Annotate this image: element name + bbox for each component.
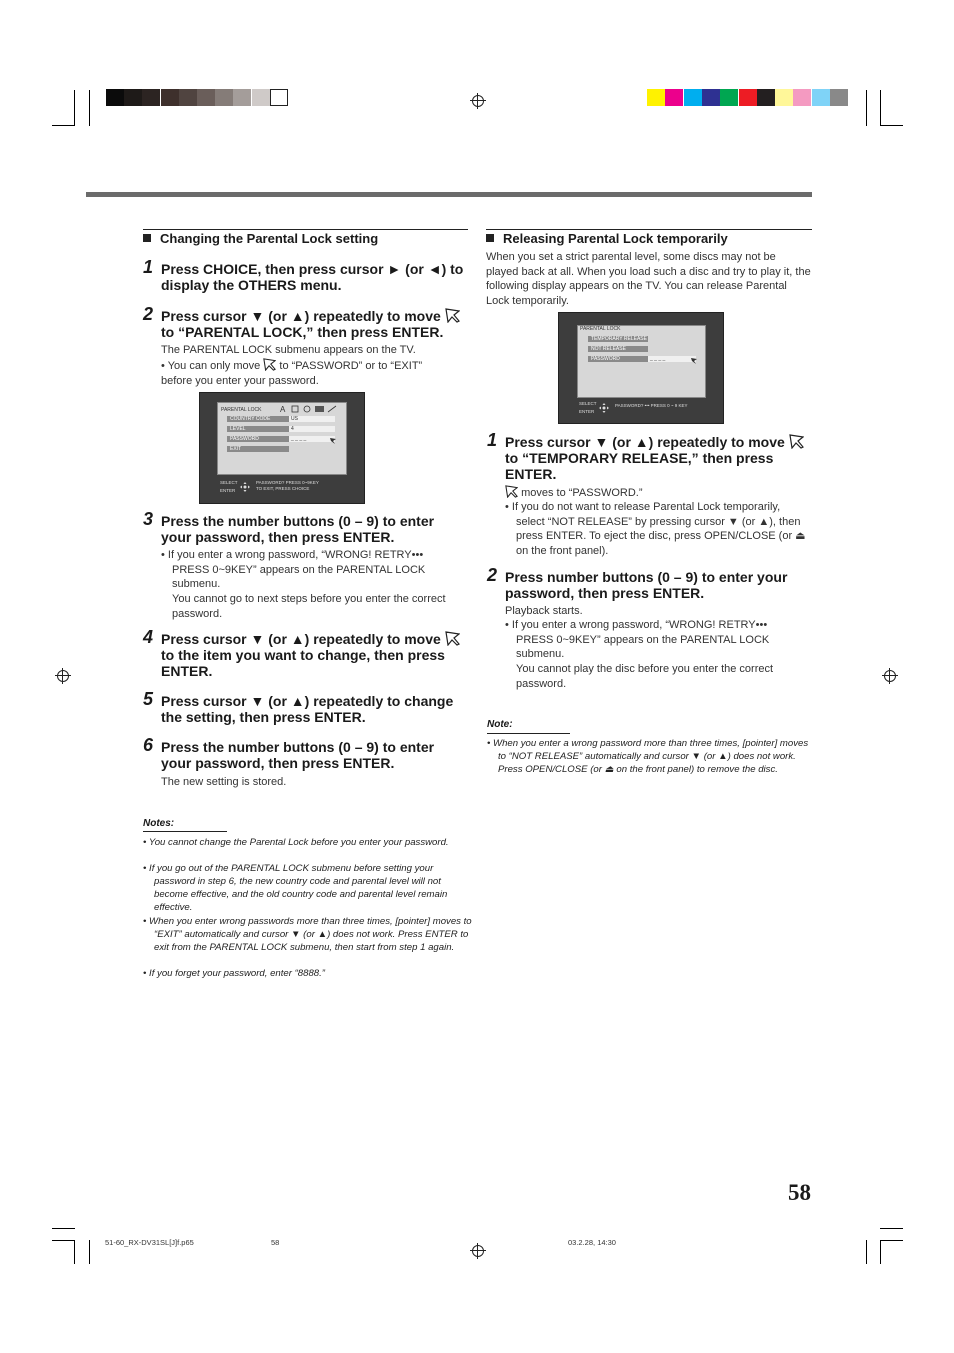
registration-mark-icon xyxy=(882,668,898,684)
screen-row: PASSWORD xyxy=(588,356,648,362)
enter-label: ENTER xyxy=(579,409,595,414)
screen-title: PARENTAL LOCK xyxy=(221,407,262,413)
joystick-icon xyxy=(240,482,250,492)
release-step-2-body: Playback starts. xyxy=(505,605,583,617)
crop-mark xyxy=(880,1240,881,1264)
releasing-intro: When you set a strict parental level, some discs may not be played back at all. When you load such a disc and try to play it, the following display appears on the TV. You can release Parental Lock temporarily. xyxy=(486,251,811,307)
screen-value: _ _ _ _ xyxy=(648,356,696,362)
enter-label: ENTER xyxy=(220,488,236,493)
select-label: SELECT xyxy=(579,401,597,406)
registration-mark-icon xyxy=(55,668,71,684)
gray-swatch xyxy=(252,89,270,106)
gray-swatch xyxy=(142,89,160,106)
screen-row: EXIT xyxy=(227,446,289,452)
screen-cursor-icon xyxy=(330,438,336,444)
parental-lock-screen xyxy=(199,392,365,504)
note-item: • When you enter wrong passwords more than three times, [pointer] moves to “EXIT” automatically and cursor ▼ (or ▲) does not work. Press ENTER to exit from the PARENTAL LOCK submenu, then start from step 1 again. xyxy=(143,916,472,953)
note-item: • If you go out of the PARENTAL LOCK submenu before setting your password in step 6, the new country code and parental level will not become effective, and the old country code and parental level remain effective. xyxy=(143,863,448,913)
step-5-text: Press cursor ▼ (or ▲) repeatedly to change the setting, then press ENTER. xyxy=(161,693,454,725)
step-2-body: The PARENTAL LOCK submenu appears on the TV. xyxy=(161,344,416,356)
step-6-text: Press the number buttons (0 – 9) to enter your password, then press ENTER. xyxy=(161,739,435,771)
notes-heading: Notes: xyxy=(143,818,175,829)
gray-swatch xyxy=(197,89,215,106)
page-number: 58 xyxy=(788,1180,811,1205)
screen-row: PASSWORD xyxy=(227,436,289,442)
temporary-release-screen xyxy=(558,312,724,424)
section-title-releasing: Releasing Parental Lock temporarily xyxy=(486,231,728,246)
color-swatch xyxy=(702,89,720,106)
square-bullet-icon xyxy=(486,234,494,242)
color-swatch xyxy=(793,89,811,106)
note-rule xyxy=(487,733,570,734)
step-number: 2 xyxy=(487,565,498,585)
pointer-icon xyxy=(445,308,460,323)
step-number: 6 xyxy=(143,735,154,755)
step-1-text: Press CHOICE, then press cursor ► (or ◄) to display the OTHERS menu. xyxy=(161,261,464,293)
screen-panel xyxy=(577,325,706,398)
crop-mark xyxy=(89,1240,90,1264)
crop-mark xyxy=(74,90,75,126)
footer-page: 58 xyxy=(271,1238,280,1247)
crop-mark xyxy=(89,90,90,126)
note-item: • When you enter a wrong password more than three times, [pointer] moves to “NOT RELEASE” automatically and cursor ▼ (or ▲) does not work. Press OPEN/CLOSE (or ⏏ on the front panel) to remove the disc. xyxy=(487,738,809,775)
screen-cursor-icon xyxy=(691,358,697,364)
step-number: 1 xyxy=(143,257,154,277)
crop-mark xyxy=(880,1240,903,1241)
screen-hint: TO EXIT, PRESS CHOICE xyxy=(256,486,310,491)
crop-mark xyxy=(74,1240,75,1264)
note-item: • If you forget your password, enter “8888.” xyxy=(143,968,326,979)
screen-value: _ _ _ _ xyxy=(289,436,335,442)
pointer-icon xyxy=(445,631,460,646)
crop-mark xyxy=(880,125,903,126)
footer-file: 51-60_RX-DV31SL[J]f.p65 xyxy=(105,1238,194,1247)
gray-swatch xyxy=(106,89,124,106)
step-number: 4 xyxy=(143,627,154,647)
pointer-icon xyxy=(263,358,276,371)
screen-hint: PASSWORD? PRESS 0~9KEY xyxy=(256,480,319,485)
gray-swatch xyxy=(179,89,197,106)
tab-icons xyxy=(280,404,340,414)
header-rule xyxy=(86,192,812,197)
color-swatch xyxy=(739,89,757,106)
square-bullet-icon xyxy=(143,234,151,242)
step-2-bullet: • You can only move to “PASSWORD” or to “EXIT” before you enter your password. xyxy=(161,360,423,387)
color-swatch xyxy=(830,89,848,106)
screen-row: TEMPORARY RELEASE xyxy=(588,336,648,342)
color-swatch xyxy=(647,89,665,106)
select-label: SELECT xyxy=(220,480,238,485)
step-6-body: The new setting is stored. xyxy=(161,776,287,788)
gray-swatch xyxy=(124,89,142,106)
gray-swatch xyxy=(215,89,233,106)
color-swatch xyxy=(665,89,683,106)
release-step-1-text: Press cursor ▼ (or ▲) repeatedly to move to “TEMPORARY RELEASE,” then press ENTER. xyxy=(505,434,815,482)
step-3-bullet: • If you enter a wrong password, “WRONG! RETRY••• PRESS 0~9KEY” appears on the PARENTAL LOCK submenu. xyxy=(161,549,426,591)
screen-hint: PASSWORD? ••• PRESS 0 ~ 9 KEY xyxy=(615,403,688,408)
release-step-2-bullet: • If you enter a wrong password, “WRONG! RETRY••• PRESS 0~9KEY” appears on the PARENTAL LOCK submenu. xyxy=(505,619,770,661)
section-rule xyxy=(143,229,468,230)
crop-mark xyxy=(52,1240,75,1241)
screen-row: LEVEL xyxy=(227,426,289,432)
screen-value: 4 xyxy=(289,426,335,432)
note-heading: Note: xyxy=(487,719,513,730)
step-3-body: You cannot go to next steps before you enter the correct password. xyxy=(172,593,446,620)
crop-mark xyxy=(52,125,75,126)
section-rule xyxy=(486,229,812,230)
color-swatch xyxy=(812,89,830,106)
color-swatch xyxy=(775,89,793,106)
step-4-text: Press cursor ▼ (or ▲) repeatedly to move to the item you want to change, then press ENTER. xyxy=(161,631,471,679)
release-step-1-bullet: • If you do not want to release Parental Lock temporarily, select “NOT RELEASE” by pressing cursor ▼ (or ▲), then press ENTER. To eject the disc, press OPEN/CLOSE (or ⏏ on the front panel). xyxy=(505,501,806,557)
section-title-changing: Changing the Parental Lock setting xyxy=(143,231,378,246)
gray-swatch xyxy=(161,89,179,106)
release-step-2-body2: You cannot play the disc before you enter the correct password. xyxy=(516,663,774,690)
pointer-icon xyxy=(789,434,804,449)
release-step-1-body: moves to “PASSWORD.” xyxy=(505,485,643,501)
svg-text:A: A xyxy=(280,405,286,414)
screen-row: COUNTRY CODE xyxy=(227,416,289,422)
joystick-icon xyxy=(599,403,609,413)
registration-mark-icon xyxy=(470,1243,486,1259)
note-item: • You cannot change the Parental Lock before you enter your password. xyxy=(143,837,449,848)
crop-mark xyxy=(866,90,867,126)
gray-swatch xyxy=(270,89,288,106)
step-number: 2 xyxy=(143,304,154,324)
color-swatch xyxy=(757,89,775,106)
color-swatch xyxy=(720,89,738,106)
step-3-text: Press the number buttons (0 – 9) to enter your password, then press ENTER. xyxy=(161,513,435,545)
crop-mark xyxy=(52,1228,75,1229)
screen-row: NOT RELEASE xyxy=(588,346,648,352)
step-number: 1 xyxy=(487,430,498,450)
gray-swatch xyxy=(233,89,251,106)
crop-mark xyxy=(880,1228,903,1229)
release-step-2-text: Press number buttons (0 – 9) to enter your password, then press ENTER. xyxy=(505,569,788,601)
crop-mark xyxy=(866,1240,867,1264)
screen-panel xyxy=(217,402,347,475)
footer-date: 03.2.28, 14:30 xyxy=(568,1238,616,1247)
pointer-icon xyxy=(505,485,518,498)
crop-mark xyxy=(880,90,881,126)
screen-title: PARENTAL LOCK xyxy=(580,326,621,332)
color-swatch xyxy=(684,89,702,106)
registration-mark-icon xyxy=(470,93,486,109)
screen-value: US xyxy=(289,416,335,422)
step-number: 5 xyxy=(143,689,154,709)
notes-rule xyxy=(143,831,227,832)
step-number: 3 xyxy=(143,509,154,529)
step-2-text: Press cursor ▼ (or ▲) repeatedly to move to “PARENTAL LOCK,” then press ENTER. xyxy=(161,308,471,340)
